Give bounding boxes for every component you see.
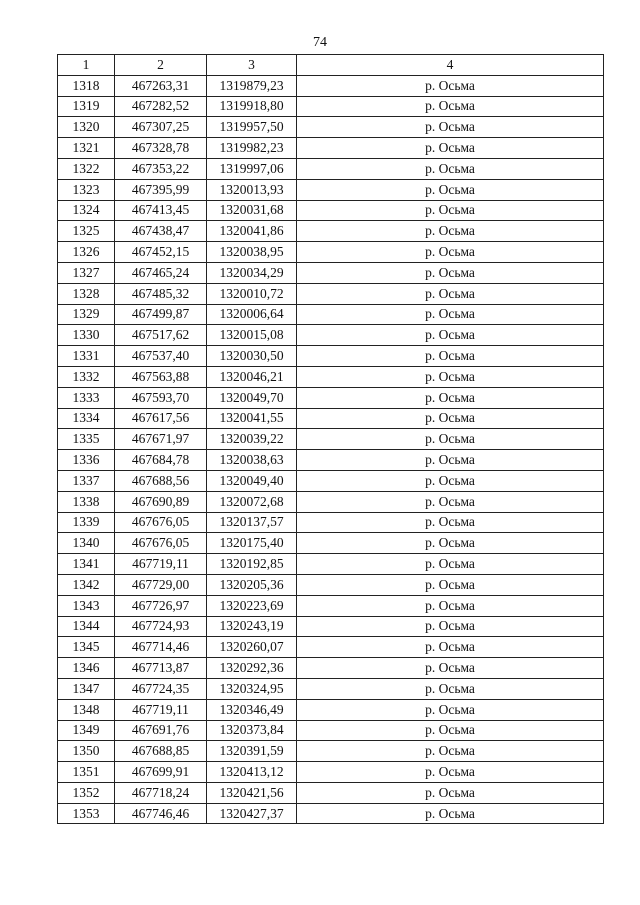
y-coordinate-cell: 1320049,70 [207, 387, 297, 408]
table-row [58, 637, 604, 658]
table-row [58, 325, 604, 346]
y-coordinate-cell: 1320421,56 [207, 782, 297, 803]
point-number-cell: 1333 [58, 387, 115, 408]
x-coordinate-cell: 467719,11 [115, 554, 207, 575]
y-coordinate-cell: 1320346,49 [207, 699, 297, 720]
point-number-cell: 1334 [58, 408, 115, 429]
table-row [58, 117, 604, 138]
point-number-cell: 1338 [58, 491, 115, 512]
table-row [58, 242, 604, 263]
point-number-cell: 1347 [58, 678, 115, 699]
description-cell: р. Осьма [297, 325, 604, 346]
table-row [58, 221, 604, 242]
point-number-cell: 1329 [58, 304, 115, 325]
table-row [58, 158, 604, 179]
point-number-cell: 1322 [58, 158, 115, 179]
description-cell: р. Осьма [297, 491, 604, 512]
description-cell: р. Осьма [297, 741, 604, 762]
point-number-cell: 1341 [58, 554, 115, 575]
column-header-2: 2 [115, 55, 207, 76]
point-number-cell: 1349 [58, 720, 115, 741]
point-number-cell: 1324 [58, 200, 115, 221]
y-coordinate-cell: 1320006,64 [207, 304, 297, 325]
point-number-cell: 1344 [58, 616, 115, 637]
y-coordinate-cell: 1320192,85 [207, 554, 297, 575]
point-number-cell: 1328 [58, 283, 115, 304]
x-coordinate-cell: 467713,87 [115, 658, 207, 679]
description-cell: р. Осьма [297, 512, 604, 533]
x-coordinate-cell: 467413,45 [115, 200, 207, 221]
y-coordinate-cell: 1320030,50 [207, 346, 297, 367]
y-coordinate-cell: 1320038,95 [207, 242, 297, 263]
point-number-cell: 1350 [58, 741, 115, 762]
x-coordinate-cell: 467395,99 [115, 179, 207, 200]
description-cell: р. Осьма [297, 450, 604, 471]
description-cell: р. Осьма [297, 138, 604, 159]
description-cell: р. Осьма [297, 262, 604, 283]
description-cell: р. Осьма [297, 346, 604, 367]
description-cell: р. Осьма [297, 762, 604, 783]
x-coordinate-cell: 467263,31 [115, 75, 207, 96]
table-row [58, 366, 604, 387]
point-number-cell: 1332 [58, 366, 115, 387]
x-coordinate-cell: 467724,93 [115, 616, 207, 637]
x-coordinate-cell: 467438,47 [115, 221, 207, 242]
table-row [58, 429, 604, 450]
column-header-1: 1 [58, 55, 115, 76]
y-coordinate-cell: 1320175,40 [207, 533, 297, 554]
table-row [58, 741, 604, 762]
x-coordinate-cell: 467465,24 [115, 262, 207, 283]
point-number-cell: 1353 [58, 803, 115, 824]
description-cell: р. Осьма [297, 533, 604, 554]
x-coordinate-cell: 467684,78 [115, 450, 207, 471]
point-number-cell: 1348 [58, 699, 115, 720]
y-coordinate-cell: 1320039,22 [207, 429, 297, 450]
x-coordinate-cell: 467328,78 [115, 138, 207, 159]
y-coordinate-cell: 1319982,23 [207, 138, 297, 159]
y-coordinate-cell: 1320010,72 [207, 283, 297, 304]
y-coordinate-cell: 1320243,19 [207, 616, 297, 637]
table-row [58, 470, 604, 491]
x-coordinate-cell: 467537,40 [115, 346, 207, 367]
table-row [58, 387, 604, 408]
x-coordinate-cell: 467719,11 [115, 699, 207, 720]
x-coordinate-cell: 467671,97 [115, 429, 207, 450]
y-coordinate-cell: 1320031,68 [207, 200, 297, 221]
y-coordinate-cell: 1320038,63 [207, 450, 297, 471]
description-cell: р. Осьма [297, 304, 604, 325]
point-number-cell: 1345 [58, 637, 115, 658]
y-coordinate-cell: 1320260,07 [207, 637, 297, 658]
description-cell: р. Осьма [297, 366, 604, 387]
point-number-cell: 1321 [58, 138, 115, 159]
description-cell: р. Осьма [297, 75, 604, 96]
table-row [58, 803, 604, 824]
table-header-row [58, 55, 604, 76]
y-coordinate-cell: 1320041,55 [207, 408, 297, 429]
x-coordinate-cell: 467517,62 [115, 325, 207, 346]
description-cell: р. Осьма [297, 803, 604, 824]
x-coordinate-cell: 467282,52 [115, 96, 207, 117]
point-number-cell: 1323 [58, 179, 115, 200]
table-row [58, 533, 604, 554]
point-number-cell: 1318 [58, 75, 115, 96]
description-cell: р. Осьма [297, 699, 604, 720]
point-number-cell: 1340 [58, 533, 115, 554]
y-coordinate-cell: 1320072,68 [207, 491, 297, 512]
y-coordinate-cell: 1320292,36 [207, 658, 297, 679]
description-cell: р. Осьма [297, 242, 604, 263]
table-row [58, 699, 604, 720]
table-row [58, 138, 604, 159]
y-coordinate-cell: 1320324,95 [207, 678, 297, 699]
y-coordinate-cell: 1320015,08 [207, 325, 297, 346]
description-cell: р. Осьма [297, 470, 604, 491]
point-number-cell: 1331 [58, 346, 115, 367]
y-coordinate-cell: 1319957,50 [207, 117, 297, 138]
description-cell: р. Осьма [297, 658, 604, 679]
point-number-cell: 1327 [58, 262, 115, 283]
description-cell: р. Осьма [297, 408, 604, 429]
description-cell: р. Осьма [297, 616, 604, 637]
y-coordinate-cell: 1319997,06 [207, 158, 297, 179]
x-coordinate-cell: 467676,05 [115, 533, 207, 554]
y-coordinate-cell: 1320046,21 [207, 366, 297, 387]
description-cell: р. Осьма [297, 574, 604, 595]
y-coordinate-cell: 1320223,69 [207, 595, 297, 616]
table-row [58, 554, 604, 575]
table-row [58, 200, 604, 221]
point-number-cell: 1326 [58, 242, 115, 263]
x-coordinate-cell: 467499,87 [115, 304, 207, 325]
y-coordinate-cell: 1319918,80 [207, 96, 297, 117]
point-number-cell: 1337 [58, 470, 115, 491]
coordinates-table [57, 54, 604, 824]
point-number-cell: 1336 [58, 450, 115, 471]
description-cell: р. Осьма [297, 179, 604, 200]
point-number-cell: 1339 [58, 512, 115, 533]
x-coordinate-cell: 467714,46 [115, 637, 207, 658]
x-coordinate-cell: 467563,88 [115, 366, 207, 387]
x-coordinate-cell: 467691,76 [115, 720, 207, 741]
y-coordinate-cell: 1319879,23 [207, 75, 297, 96]
y-coordinate-cell: 1320373,84 [207, 720, 297, 741]
description-cell: р. Осьма [297, 117, 604, 138]
description-cell: р. Осьма [297, 429, 604, 450]
table-body [58, 75, 604, 824]
x-coordinate-cell: 467617,56 [115, 408, 207, 429]
table-row [58, 96, 604, 117]
table-row [58, 283, 604, 304]
description-cell: р. Осьма [297, 782, 604, 803]
y-coordinate-cell: 1320041,86 [207, 221, 297, 242]
description-cell: р. Осьма [297, 96, 604, 117]
x-coordinate-cell: 467688,56 [115, 470, 207, 491]
point-number-cell: 1319 [58, 96, 115, 117]
x-coordinate-cell: 467726,97 [115, 595, 207, 616]
y-coordinate-cell: 1320049,40 [207, 470, 297, 491]
table-row [58, 574, 604, 595]
x-coordinate-cell: 467307,25 [115, 117, 207, 138]
table-row [58, 720, 604, 741]
point-number-cell: 1346 [58, 658, 115, 679]
description-cell: р. Осьма [297, 595, 604, 616]
description-cell: р. Осьма [297, 678, 604, 699]
x-coordinate-cell: 467353,22 [115, 158, 207, 179]
table-row [58, 678, 604, 699]
description-cell: р. Осьма [297, 283, 604, 304]
x-coordinate-cell: 467688,85 [115, 741, 207, 762]
table-row [58, 616, 604, 637]
table-row [58, 346, 604, 367]
x-coordinate-cell: 467690,89 [115, 491, 207, 512]
x-coordinate-cell: 467699,91 [115, 762, 207, 783]
description-cell: р. Осьма [297, 200, 604, 221]
y-coordinate-cell: 1320137,57 [207, 512, 297, 533]
table-row [58, 658, 604, 679]
point-number-cell: 1343 [58, 595, 115, 616]
point-number-cell: 1320 [58, 117, 115, 138]
description-cell: р. Осьма [297, 720, 604, 741]
column-header-4: 4 [297, 55, 604, 76]
table-row [58, 304, 604, 325]
x-coordinate-cell: 467729,00 [115, 574, 207, 595]
y-coordinate-cell: 1320427,37 [207, 803, 297, 824]
x-coordinate-cell: 467718,24 [115, 782, 207, 803]
x-coordinate-cell: 467676,05 [115, 512, 207, 533]
x-coordinate-cell: 467724,35 [115, 678, 207, 699]
point-number-cell: 1335 [58, 429, 115, 450]
x-coordinate-cell: 467452,15 [115, 242, 207, 263]
y-coordinate-cell: 1320413,12 [207, 762, 297, 783]
table-row [58, 262, 604, 283]
point-number-cell: 1330 [58, 325, 115, 346]
table-row [58, 782, 604, 803]
description-cell: р. Осьма [297, 387, 604, 408]
description-cell: р. Осьма [297, 554, 604, 575]
point-number-cell: 1352 [58, 782, 115, 803]
y-coordinate-cell: 1320391,59 [207, 741, 297, 762]
x-coordinate-cell: 467593,70 [115, 387, 207, 408]
x-coordinate-cell: 467746,46 [115, 803, 207, 824]
description-cell: р. Осьма [297, 158, 604, 179]
column-header-3: 3 [207, 55, 297, 76]
table-row [58, 179, 604, 200]
table-row [58, 595, 604, 616]
description-cell: р. Осьма [297, 637, 604, 658]
point-number-cell: 1342 [58, 574, 115, 595]
table-row [58, 762, 604, 783]
table-row [58, 408, 604, 429]
table-row [58, 450, 604, 471]
y-coordinate-cell: 1320013,93 [207, 179, 297, 200]
page-number: 74 [313, 35, 327, 50]
table-row [58, 491, 604, 512]
point-number-cell: 1351 [58, 762, 115, 783]
y-coordinate-cell: 1320205,36 [207, 574, 297, 595]
y-coordinate-cell: 1320034,29 [207, 262, 297, 283]
description-cell: р. Осьма [297, 221, 604, 242]
x-coordinate-cell: 467485,32 [115, 283, 207, 304]
point-number-cell: 1325 [58, 221, 115, 242]
table-row [58, 512, 604, 533]
table-row [58, 75, 604, 96]
